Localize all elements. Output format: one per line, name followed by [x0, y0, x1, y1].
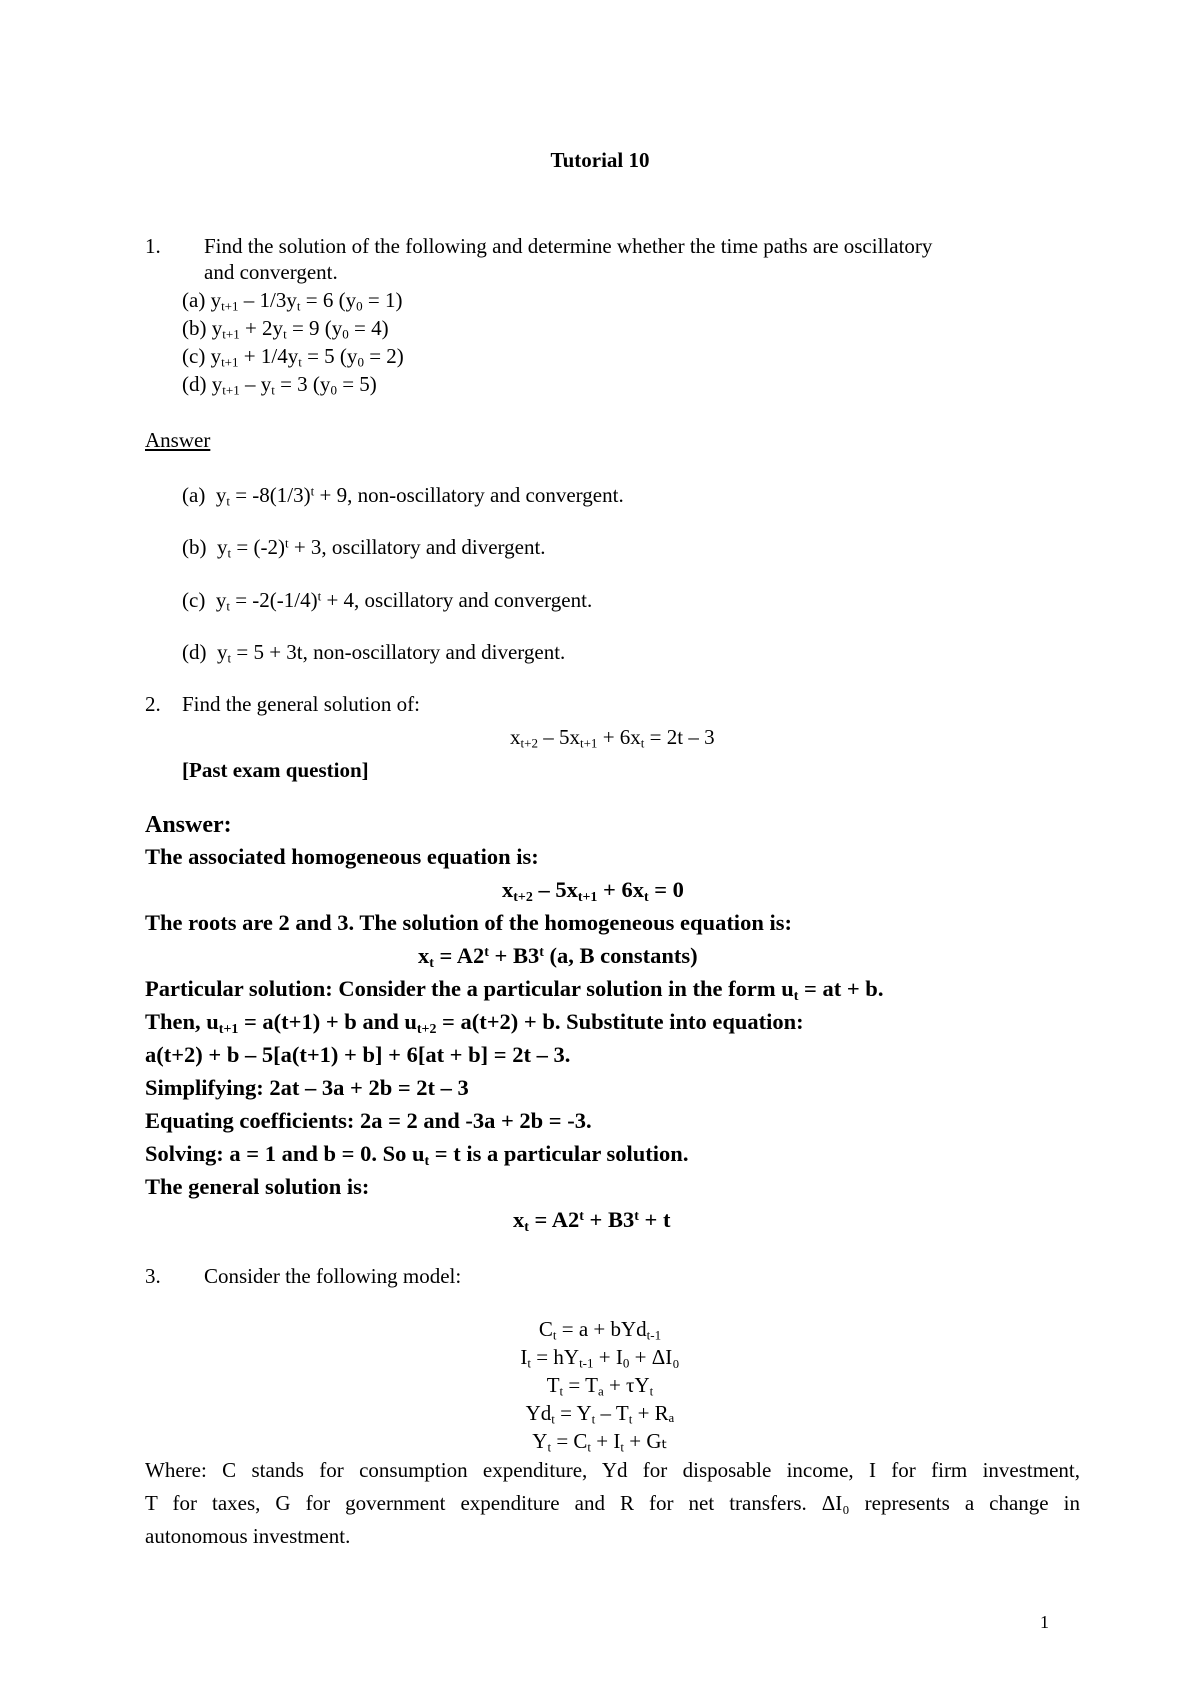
solving-text: Solving: a = 1 and b = 0. So $u_t = t$ is a particular solution. [145, 1141, 689, 1169]
general-solution-text: The general solution is: [145, 1174, 370, 1199]
simplifying-text: Simplifying: 2at – 3a + 2b = 2t – 3 [145, 1075, 469, 1100]
q1-answer-b: (b) $y_t = (-2)^t + 3$, oscillatory and divergent. [182, 535, 546, 561]
q2-answer-heading: Answer: [145, 812, 232, 838]
q1-answer-c: (c) $y_t = -2(-1/4)^t + 4$, oscillatory and convergent. [182, 588, 593, 614]
q1-number: 1. [145, 234, 161, 258]
roots-text: The roots are 2 and 3. The solution of the homogeneous equation is: [145, 910, 792, 935]
q2-equation: $x_{t+2} - 5x_{t+1} + 6x_t = 2t - 3$ [510, 725, 715, 751]
homogeneous-equation: $x_{t+2} - 5x_{t+1} + 6x_t = 0$ [502, 877, 684, 905]
particular-solution-text: Particular solution: Consider the a particular solution in the form $u_t$ = at + b. [145, 976, 884, 1004]
q3-text: Consider the following model: [204, 1264, 462, 1288]
where-text-line2: T for taxes, G for government expenditure and R for net transfers. ΔI₀ represents a change in [145, 1491, 1080, 1515]
q2-text: Find the general solution of: [182, 692, 420, 716]
q1-part-a: (a) $y_{t+1} - 1/3y_t = 6$ $(y_0 = 1)$ [182, 288, 403, 314]
q1-part-d: (d) $y_{t+1} - y_t = 3$ $(y_0 = 5)$ [182, 372, 377, 398]
homogeneous-solution: $x_t = A2^t + B3^t$ (a, B constants) [418, 943, 698, 971]
q1-text-line2: and convergent. [204, 260, 338, 284]
page-number: 1 [1040, 1612, 1049, 1632]
where-text-line3: autonomous investment. [145, 1524, 351, 1548]
model-equation-taxes: $T_t = T_a + \tau Y_t$ [546, 1373, 654, 1399]
model-equation-investment: $I_t = hY_{t-1} + I_0 + \Delta I_0$ [520, 1345, 680, 1371]
general-solution-equation: $x_t = A2^t + B3^t + t$ [513, 1207, 671, 1235]
then-text: Then, $u_{t+1} = a(t+1) + b$ and $u_{t+2} = a(t+2) + b$. Substitute into equation: [145, 1009, 804, 1037]
equating-text: Equating coefficients: 2a = 2 and -3a + 2b = -3. [145, 1108, 592, 1133]
q1-answer-d: (d) $y_t = 5 + 3t$, non-oscillatory and divergent. [182, 640, 566, 666]
page-title: Tutorial 10 [550, 148, 650, 172]
q1-answer-heading: Answer [145, 428, 211, 452]
q1-part-b: (b) $y_{t+1} + 2y_t = 9$ $(y_0 = 4)$ [182, 316, 389, 342]
past-exam-note: [Past exam question] [182, 758, 369, 782]
q1-text-line1: Find the solution of the following and determine whether the time paths are oscillatory [204, 234, 933, 258]
q1-part-c: (c) $y_{t+1} + 1/4y_t = 5$ $(y_0 = 2)$ [182, 344, 404, 370]
model-equation-consumption: $C_t = a + bYd_{t-1}$ [538, 1317, 662, 1343]
model-equation-income: $Y_t = C_t + I_t + G_t$ [532, 1429, 668, 1455]
homogeneous-text: The associated homogeneous equation is: [145, 844, 539, 869]
q1-answer-a: (a) $y_t = -8(1/3)^t + 9$, non-oscillatory and convergent. [182, 483, 624, 509]
q3-number: 3. [145, 1264, 161, 1288]
substitution-text: a(t+2) + b – 5[a(t+1) + b] + 6[at + b] = 2t – 3. [145, 1042, 571, 1067]
where-text-line1: Where: C stands for consumption expenditure, Yd for disposable income, I for firm investment, [145, 1458, 1080, 1482]
q2-number: 2. [145, 692, 161, 716]
model-equation-disposable-income: $Yd_t = Y_t - T_t + R_a$ [525, 1401, 675, 1427]
